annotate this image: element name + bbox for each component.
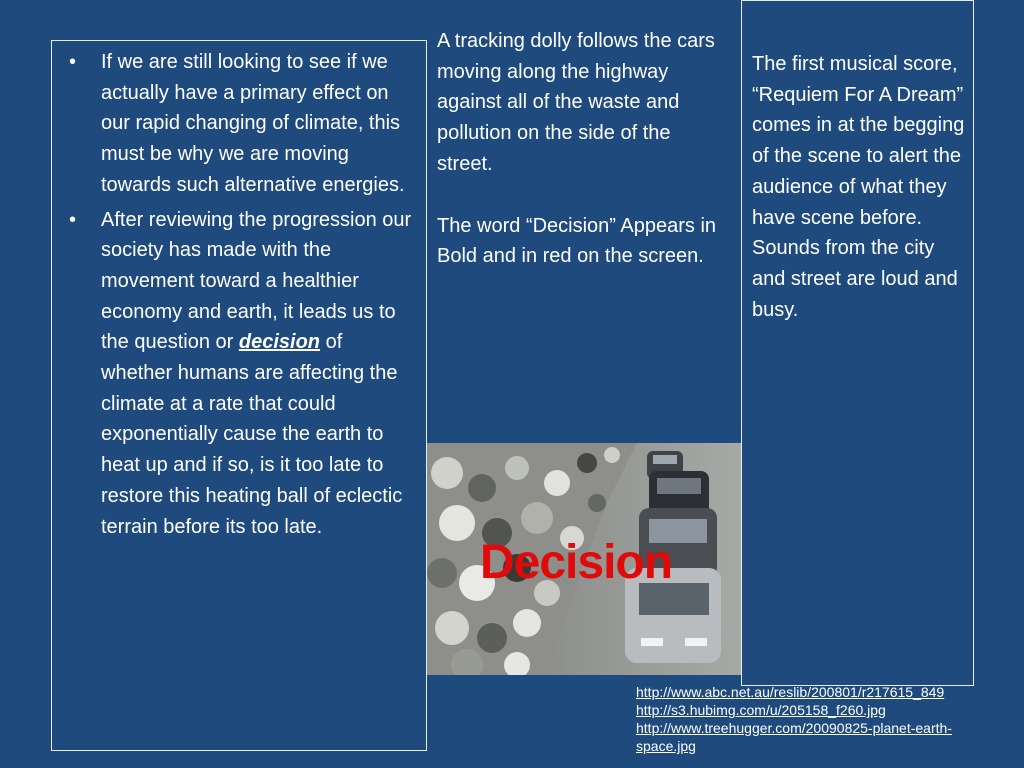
- middle-text-block: [437, 26, 727, 303]
- bullet-text-2-start: After reviewing the progression our society has made with the movement toward a healthier economy and earth, it leads us to the question or: [101, 208, 412, 354]
- bullet-item-2: [61, 205, 417, 543]
- decision-overlay-text: Decision: [480, 536, 673, 589]
- bullet-text-1: If we are still looking to see if we actually have a primary effect on our rapid changing of climate, this must be why we are moving towards such alternative energies.: [101, 51, 405, 196]
- bullet-item-1: [61, 47, 417, 201]
- bullet-list: [61, 47, 417, 546]
- middle-paragraph-1: A tracking dolly follows the cars moving along the highway against all of the waste and pollution on the side of the street.: [437, 30, 715, 175]
- bullet-dot: •: [69, 208, 77, 231]
- right-paragraph: The first musical score, “Requiem For A Dream” comes in at the begging of the scene to alert the audience of what they have scene before. Sounds from the city and street are loud and busy.: [752, 53, 965, 321]
- source-link-1[interactable]: http://www.abc.net.au/reslib/200801/r217615_849: [636, 684, 945, 700]
- right-text-block: [752, 49, 967, 325]
- source-link-3[interactable]: http://www.treehugger.com/20090825-planet-earth-: [636, 720, 952, 736]
- bullet-text-2-end: of whether humans are affecting the climate at a rate that could exponentially cause the earth to heat up and if so, is it too late to restore this heating ball of eclectic terrain before its too late.: [101, 331, 403, 538]
- source-links: [636, 683, 1024, 755]
- middle-paragraph-2: The word “Decision” Appears in Bold and in red on the screen.: [437, 214, 717, 268]
- source-link-2[interactable]: http://s3.hubimg.com/u/205158_f260.jpg: [636, 702, 886, 718]
- left-text-box: [51, 40, 427, 751]
- bullet-dot: •: [69, 51, 77, 73]
- decision-emphasis: decision: [238, 331, 321, 354]
- source-link-3-continued[interactable]: space.jpg: [636, 738, 696, 754]
